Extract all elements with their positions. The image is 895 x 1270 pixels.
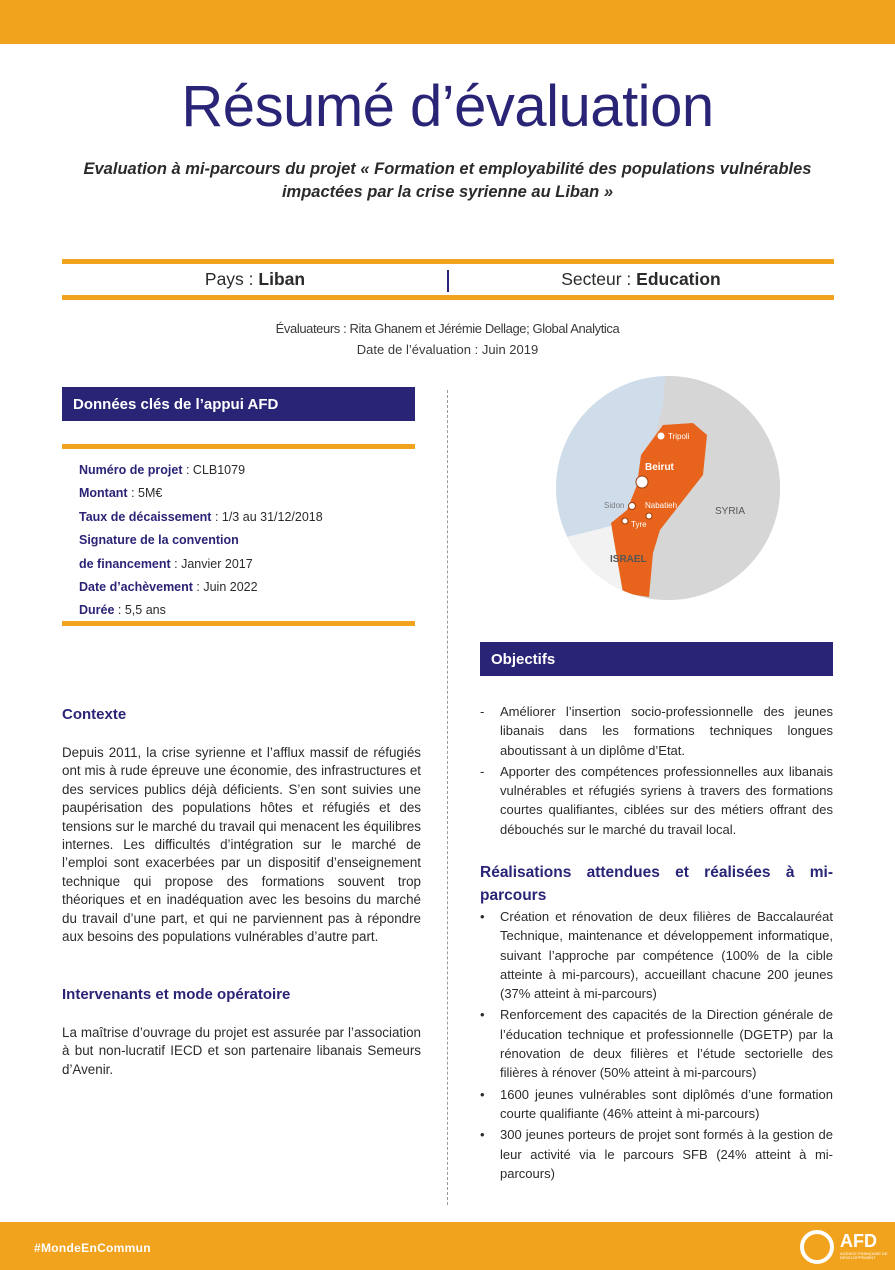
subtitle-line-1: Evaluation à mi-parcours du projet « Formation et employabilité des populations vulnérables xyxy=(83,160,812,178)
achievement-text: Renforcement des capacités de la Direction générale de l’éducation technique et professionnelle (DGETP) par la rénovation de deux filières et l’étude sectorielle des filières à rénover (50% atteint à mi-parcours) xyxy=(500,1007,833,1081)
achievement-item xyxy=(480,1125,833,1183)
key-data-heading: Données clés de l’appui AFD xyxy=(62,387,415,421)
key-data-row xyxy=(79,482,409,505)
key-data-label: Signature de la convention xyxy=(79,533,239,548)
key-data-row xyxy=(79,459,409,482)
objectives-heading: Objectifs xyxy=(480,642,833,676)
dash-marker: - xyxy=(480,763,485,779)
tripoli-label: Tripoli xyxy=(668,432,690,441)
achievement-item xyxy=(480,1005,833,1082)
info-bar-top-rule xyxy=(62,259,834,264)
column-divider xyxy=(447,390,448,1205)
footer-hashtag: #MondeEnCommun xyxy=(34,1241,151,1255)
bullet-marker: • xyxy=(480,1007,485,1023)
country-value: Liban xyxy=(258,269,306,289)
info-bar-bottom-rule xyxy=(62,295,834,300)
bullet-marker: • xyxy=(480,1086,485,1102)
achievement-text: 300 jeunes porteurs de projet sont formés à la gestion de leur activité via le parcours SFB (24% atteint à mi-parcours) xyxy=(500,1127,833,1181)
achievement-item xyxy=(480,907,833,1003)
afd-logo-text: AFD xyxy=(840,1231,877,1251)
lebanon-map xyxy=(555,375,781,601)
key-data-label: Montant xyxy=(79,486,128,501)
objective-item xyxy=(480,762,833,839)
achievements-list xyxy=(480,907,833,1185)
dash-marker: - xyxy=(480,704,485,719)
objectives-list xyxy=(480,702,833,841)
key-data-bottom-rule xyxy=(62,621,415,626)
context-heading: Contexte xyxy=(62,706,127,723)
achievement-item xyxy=(480,1085,833,1124)
beirut-label: Beirut xyxy=(645,462,674,473)
key-data-label: de financement xyxy=(79,556,171,571)
context-body: Depuis 2011, la crise syrienne et l’afflux massif de réfugiés ont mis à rude épreuve une économie, des infrastructures et des services publics déjà déficients. S’en sont suivies une paupérisation des populations hôtes et réfugiés et des tensions sur le marché du travail qui menacent les équilibres internes. Les difficultés d’intégration sur le marché de l’emploi sont exacerbées par un dispositif d’enseignement technique qui propose des formations souvent trop théoriques et en inadéquation avec les besoins du marché du travail d’une part, et qui ne parviennent pas à répondre aux besoins des populations vulnérables d’autre part. xyxy=(62,745,421,945)
beirut-marker xyxy=(636,476,648,488)
key-data-row xyxy=(79,576,409,599)
syria-label: SYRIA xyxy=(715,506,746,517)
tripoli-marker xyxy=(657,432,665,440)
key-data-value: : 1/3 au 31/12/2018 xyxy=(211,509,323,524)
israel-label: ISRAEL xyxy=(610,554,647,565)
key-data-row xyxy=(79,529,409,552)
afd-logo-ring-icon xyxy=(800,1230,834,1264)
key-data-value: : Juin 2022 xyxy=(192,579,258,594)
key-data-label: Numéro de projet xyxy=(79,463,183,477)
key-data-value: : 5M€ xyxy=(127,486,163,501)
tyre-label: Tyre xyxy=(631,520,647,529)
nabatieh-label: Nabatieh xyxy=(645,501,678,510)
stakeholders-heading: Intervenants et mode opératoire xyxy=(62,986,291,1003)
achievements-heading: Réalisations attendues et réalisées à mi-parcours xyxy=(480,864,833,904)
evaluation-date: Date de l’évaluation : Juin 2019 xyxy=(356,342,539,357)
top-orange-band xyxy=(0,0,895,44)
key-data-value: : 5,5 ans xyxy=(114,603,166,618)
afd-logo xyxy=(800,1230,890,1266)
sector-value: Education xyxy=(636,269,721,289)
key-data-value: : CLB1079 xyxy=(182,463,246,477)
achievement-text: 1600 jeunes vulnérables sont diplômés d’une formation courte qualifiante (46% atteint à mi-parcours) xyxy=(500,1086,833,1121)
bullet-marker: • xyxy=(480,909,485,924)
key-data-label: Durée xyxy=(79,603,115,618)
evaluators-line: Évaluateurs : Rita Ghanem et Jérémie Dellage; Global Analytica xyxy=(275,321,620,336)
key-data-label: Taux de décaissement xyxy=(79,509,212,524)
key-data-top-rule xyxy=(62,444,415,449)
country-label: Pays : xyxy=(204,269,259,289)
sidon-marker xyxy=(629,503,636,510)
sector-label: Secteur : xyxy=(561,269,637,289)
sidon-label: Sidon xyxy=(604,501,625,510)
project-subtitle xyxy=(40,158,855,204)
objective-text: Apporter des compétences professionnelles aux libanais vulnérables et réfugiés syriens à travers des formations courtes qualifiantes, ciblées sur des métiers offrant des débouchés sur le marché du travail local. xyxy=(500,763,833,837)
key-data-label: Date d’achèvement xyxy=(79,579,193,594)
country-field xyxy=(62,269,448,290)
bullet-marker: • xyxy=(480,1127,485,1143)
page-title: Résumé d’évaluation xyxy=(181,74,714,139)
subtitle-line-2: impactées par la crise syrienne au Liban » xyxy=(281,183,614,201)
key-data-row xyxy=(79,599,409,622)
key-data-list xyxy=(79,459,409,623)
afd-logo-subtext: AGENCE FRANÇAISE DE DÉVELOPPEMENT xyxy=(840,1251,888,1260)
objective-text: Améliorer l’insertion socio-professionnelle des jeunes libanais dans les formations techniques longues aboutissant à un diplôme d’Etat. xyxy=(500,704,833,758)
achievement-text: Création et rénovation de deux filières de Baccalauréat Technique, maintenance et développement informatique, suivant l’approche par compétence (100% de la cible atteinte à mi-parcours), accueillant chacune 200 jeunes (37% atteint à mi-parcours) xyxy=(500,909,833,1002)
nabatieh-marker xyxy=(646,513,652,519)
stakeholders-body: La maîtrise d’ouvrage du projet est assurée par l’association à but non-lucratif IECD et son partenaire libanais Semeurs d’Avenir. xyxy=(62,1025,421,1077)
tyre-marker xyxy=(622,518,628,524)
sector-field xyxy=(448,269,834,290)
objective-item xyxy=(480,702,833,760)
key-data-row xyxy=(79,553,409,576)
key-data-row xyxy=(79,506,409,529)
key-data-value: : Janvier 2017 xyxy=(170,556,253,571)
